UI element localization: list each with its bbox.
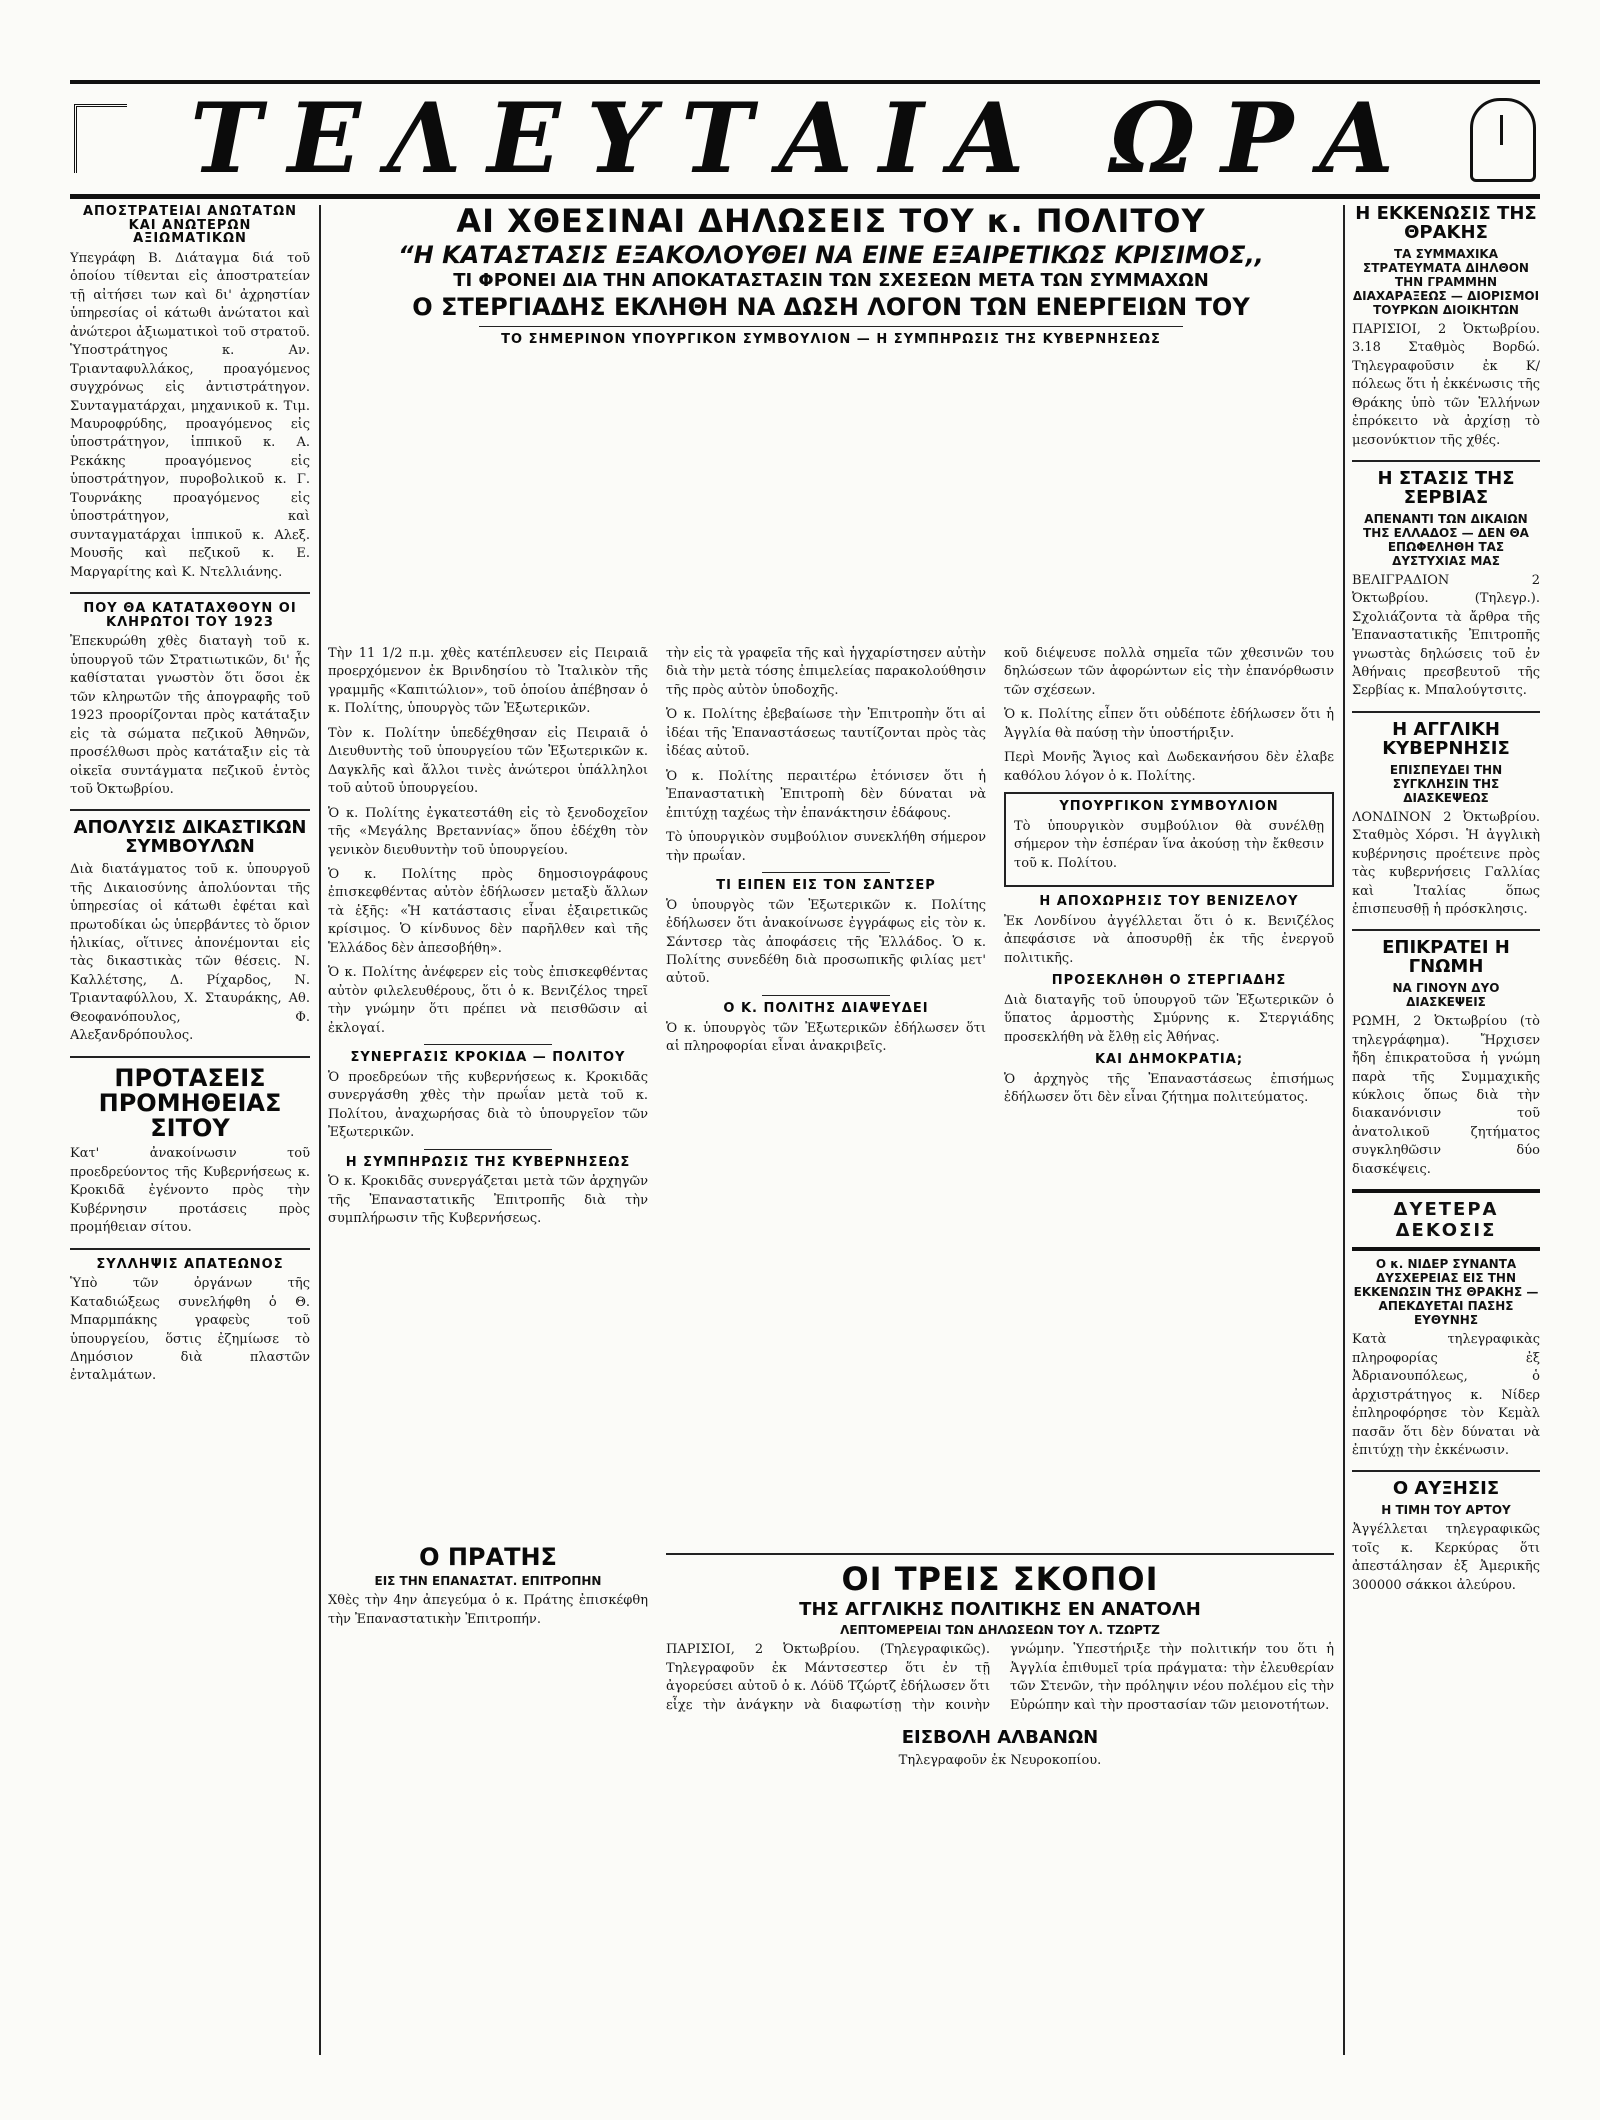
article-title: ΕΠΙΚΡΑΤΕΙ Η ΓΝΩΜΗ [1382, 937, 1510, 978]
article-title: Η ΑΓΓΛΙΚΗ ΚΥΒΕΡΝΗΣΙΣ [1382, 718, 1510, 759]
article-title: ΠΟΥ ΘΑ ΚΑΤΑΤΑΧΘΟΥΝ ΟΙ ΚΛΗΡΩΤΟΙ ΤΟΥ 1923 [83, 601, 297, 630]
clock-ornament-icon [1470, 98, 1536, 182]
right-column [1352, 205, 1540, 2055]
article-text: Κατὰ τηλεγραφικὰς πληροφορίας ἐξ Ἀδριανουπόλεως, ὁ ἀρχιστράτηγος κ. Νίδερ ἐπληροφόρησε τὸν Κεμὰλ πασᾶν ὅτι δὲν δύναται νὰ ἐπιτύχῃ τὴν ἐκκένωσιν. [1352, 1332, 1540, 1458]
divider [70, 1248, 310, 1250]
article-title: ΕΙΣΒΟΛΗ ΑΛΒΑΝΩΝ [901, 1727, 1099, 1749]
paragraph: Τὴν 11 1/2 π.μ. χθὲς κατέπλευσεν εἰς Πειραιᾶ προερχόμενον ἐκ Βρινδησίου τὸ Ἰταλικὸν τῆς γραμμῆς «Καπιτώλιον», τοῦ ὁποίου ἀπέβησαν ὁ κ. Πολίτης, ὑπουργὸς τῶν Ἐξωτερικῶν. [328, 646, 648, 717]
article-text: ΒΕΛΙΓΡΑΔΙΟΝ 2 Ὀκτωβρίου. (Τηλεγρ.). Σχολιάζοντα τὰ ἄρθρα τῆς Ἐπαναστατικῆς Ἐπιτροπῆς γνωστὰς δηλώσεις τοῦ ἐν Ἀθήναις πρεσβευτοῦ τῆς Σερβίας κ. Μπαλούγτσιτς. [1352, 572, 1540, 699]
center-section [328, 205, 1334, 2055]
paragraph: Ὁ κ. Πολίτης ἐγκατεστάθη εἰς τὸ ξενοδοχεῖον τῆς «Μεγάλης Βρεταννίας» ὅπου ἐδέχθη τὸν γενικὸν διευθυντὴν τοῦ ὑπουργείου. [328, 805, 648, 858]
article-title: Η ΕΚΚΕΝΩΣΙΣ ΤΗΣ ΘΡΑΚΗΣ [1355, 205, 1537, 243]
article-text: Ἀγγέλλεται τηλεγραφικῶς τοῖς κ. Κερκύρας ὅτι ἀπεστάλησαν ἐξ Ἀμερικῆς 300000 σάκκοι ἀλεύρου. [1352, 1522, 1540, 1593]
paragraph: Τὸ ὑπουργικὸν συμβούλιον συνεκλήθη σήμερον τὴν πρωΐαν. [666, 830, 986, 864]
section-head: ΠΡΟΣΕΚΛΗΘΗ Ο ΣΤΕΡΓΙΑΔΗΣ [1051, 973, 1287, 989]
article-text: Υπεγράφη Β. Διάταγμα διά τοῦ ὁποίου τίθενται εἰς ἀποστρατείαν τῇ αἰτήσει των καὶ δι' ἀχρηστίαν ὑπηρεσίας οἱ κάτωθι ἀνώτατοι καὶ ἀνώτεροι ἀξιωματικοὶ τοῦ στρατοῦ. Ὑποστράτηγος κ. Αν. Τριανταφυλλάκος, προαγόμενος συγχρόνως εἰς ἀντιστράτηγον. Συνταγματάρχαι, μηχανικοῦ κ. Τιμ. Μαυροφρύδης, προαγόμενος εἰς ὑποστράτηγον, ἱππικοῦ κ. Α. Ρεκάκης προαγόμενος εἰς ὑποστράτηγον, πυροβολικοῦ κ. Γ. Τουρνάκης προαγόμενος εἰς ὑποστράτηγον, καὶ συνταγματάρχαι ἱππικοῦ κ. Αλεξ. Μουσῆς καὶ πεζικοῦ κ. Ε. Μαργαρίτης καὶ Κ. Ντελλιάνης. [70, 250, 310, 580]
article-subtitle: ΑΠΕΝΑΝΤΙ ΤΩΝ ΔΙΚΑΙΩΝ ΤΗΣ ΕΛΛΑΔΟΣ — ΔΕΝ ΘΑ ΕΠΩΦΕΛΗΘΗ ΤΑΣ ΔΥΣΤΥΧΙΑΣ ΜΑΣ [1363, 511, 1529, 568]
article-title: ΣΥΛΛΗΨΙΣ ΑΠΑΤΕΩΝΟΣ [96, 1256, 284, 1272]
article-arrest [70, 1258, 310, 1386]
article-thrace [1352, 205, 1540, 450]
paragraph: Ὁ κ. Κροκιδᾶς συνεργάζεται μετὰ τῶν ἀρχηγῶν τῆς Ἐπαναστατικῆς Ἐπιτροπῆς διὰ τὴν συμπλήρωσιν τῆς Κυβερνήσεως. [328, 1174, 648, 1227]
paragraph: Διὰ διαταγῆς τοῦ ὑπουργοῦ τῶν Ἐξωτερικῶν ὁ ὕπατος ἁρμοστὴς Σμύρνης κ. Στεργιάδης προσεκλήθη νὰ ἔλθῃ εἰς Ἀθήνας. [1004, 992, 1334, 1045]
paragraph: Ἐκ Λονδίνου ἀγγέλλεται ὅτι ὁ κ. Βενιζέλος ἀπεφάσισε νὰ ἀποσυρθῇ ἐκ τῆς ἐνεργοῦ πολιτικῆς. [1004, 913, 1334, 966]
column-rule [1343, 205, 1345, 2055]
divider [1352, 1470, 1540, 1472]
article-subtitle: Ο κ. ΝΙΔΕΡ ΣΥΝΑΝΤΑ ΔΥΣΧΕΡΕΙΑΣ ΕΙΣ ΤΗΝ ΕΚΚΕΝΩΣΙΝ ΤΗΣ ΘΡΑΚΗΣ — ΑΠΕΚΔΥΕΤΑΙ ΠΑΣΗΣ ΕΥΘΥΝΗΣ [1353, 1257, 1539, 1328]
divider [1352, 460, 1540, 462]
article-text: Διὰ διατάγματος τοῦ κ. ὑπουργοῦ τῆς Δικαιοσύνης ἀπολύονται τῆς ὑπηρεσίας οἱ κάτωθι ἐφέται καὶ πρωτοδίκαι ὡς ὑπερβάντες τὸ ὅριον ἡλικίας, οἵτινες ἀπονέμονται εἰς τὰς δικαστικὰς τῶν θέσεις. Ν. Καλλέτσης, Δ. Ρίχαρδος, Ν. Τριανταφύλλου, Χ. Σταυράκης, Αθ. Θεοφανόπουλος, Φ. Αλεξανδρόπουλος. [70, 862, 310, 1044]
article-text: ΡΩΜΗ, 2 Ὀκτωβρίου (τὸ τηλεγράφημα). Ἤρχισεν ἤδη ἐπικρατοῦσα ἡ γνώμη παρὰ τῆς Συμμαχικῆς κύκλοις ὅπως διὰ τὴν διακανόνισιν τοῦ ἀνατολικοῦ ζητήματος συγκληθῶσιν δύο διασκέψεις. [1352, 1014, 1540, 1177]
article-title: ΑΠΟΛΥΣΙΣ ΔΙΚΑΣΤΙΚΩΝ ΣΥΜΒΟΥΛΩΝ [73, 817, 307, 858]
lead-subhead: ΤΟ ΣΗΜΕΡΙΝΟΝ ΥΠΟΥΡΓΙΚΟΝ ΣΥΜΒΟΥΛΙΟΝ — Η ΣΥΜΠΗΡΩΣΙΣ ΤΗΣ ΚΥΒΕΡΝΗΣΕΩΣ [501, 331, 1161, 347]
paragraph: Τὸ ὑπουργικὸν συμβούλιον θὰ συνέλθῃ σήμερον τὴν ἑσπέραν ἵνα ἀκούσῃ τὴν ἔκθεσιν τοῦ κ. Πολίτου. [1014, 818, 1324, 871]
paragraph: Ὁ κ. Πολίτης εἶπεν ὅτι οὐδέποτε ἐδήλωσεν ὅτι ἡ Ἀγγλία θὰ παύσῃ τὴν ὑποστήριξιν. [1004, 707, 1334, 741]
article-serbia [1352, 467, 1540, 701]
section-head: ΣΥΝΕΡΓΑΣΙΣ ΚΡΟΚΙΔΑ — ΠΟΛΙΤΟΥ [350, 1050, 626, 1066]
lead-headline-block [328, 205, 1334, 351]
article-nider [1352, 1257, 1540, 1460]
divider [1352, 711, 1540, 713]
lead-column-3 [1004, 645, 1334, 1114]
article-title: ΟΙ ΤΡΕΙΣ ΣΚΟΠΟΙ [841, 1560, 1159, 1598]
divider [424, 1044, 552, 1045]
article-title: ΑΠΟΣΤΡΑΤΕΙΑΙ ΑΝΩΤΑΤΩΝ ΚΑΙ ΑΝΩΤΕΡΩΝ ΑΞΙΩΜΑΤΙΚΩΝ [82, 205, 298, 247]
section-head: Ο Κ. ΠΟΛΙΤΗΣ ΔΙΑΨΕΥΔΕΙ [723, 1000, 929, 1016]
article-subtitle: ΕΙΣ ΤΗΝ ΕΠΑΝΑΣΤΑΤ. ΕΠΙΤΡΟΠΗΝ [374, 1574, 602, 1589]
lead-subhead: Ο ΣΤΕΡΓΙΑΔΗΣ ΕΚΛΗΘΗ ΝΑ ΔΩΣΗ ΛΟΓΟΝ ΤΩΝ ΕΝΕΡΓΕΙΩΝ ΤΟΥ [412, 292, 1250, 321]
three-aims-article [666, 1545, 1334, 1777]
corner-ornament-icon [74, 104, 127, 173]
divider [1352, 929, 1540, 931]
section-head: Η ΑΠΟΧΩΡΗΣΙΣ ΤΟΥ ΒΕΝΙΖΕΛΟΥ [1039, 894, 1299, 910]
article-text: Κατ' ἀνακοίνωσιν τοῦ προεδρεύοντος τῆς Κυβερνήσεως κ. Κροκιδᾶ ἐγένοντο πρὸς τὴν Κυβέρνησιν προτάσεις πρὸς προμήθειαν σίτου. [70, 1146, 310, 1236]
divider [762, 872, 890, 873]
article-text: ΛΟΝΔΙΝΟΝ 2 Ὀκτωβρίου. Σταθμὸς Χόρσι. Ἡ ἀγγλικὴ κυβέρνησις προέτεινε πρὸς τὰς κυβερνήσεις Γαλλίας καὶ Ἰταλίας ὅπως ἐπισπευσθῇ ἡ πρόσκλησις. [1352, 809, 1540, 917]
divider [424, 1149, 552, 1150]
pratis-article [328, 1545, 648, 1635]
divider [479, 326, 1183, 327]
article-subtitle: Η ΤΙΜΗ ΤΟΥ ΑΡΤΟΥ [1381, 1503, 1511, 1518]
article-text: Τηλεγραφοῦν ἐκ Νευροκοπίου. [898, 1753, 1102, 1769]
column-rule [319, 205, 321, 2055]
paragraph: κοῦ διέψευσε πολλὰ σημεῖα τῶν χθεσινῶν του δηλώσεων τῶν ἀφορώντων εἰς τὴν ἐπανόρθωσιν τῶν σχέσεων. [1004, 646, 1334, 698]
article-title: ΠΡΟΤΑΣΕΙΣ ΠΡΟΜΗΘΕΙΑΣ ΣΙΤΟΥ [98, 1063, 282, 1143]
article-title: Ο ΑΥΞΗΣΙΣ [1392, 1478, 1500, 1500]
article-text: ΠΑΡΙΣΙΟΙ, 2 Ὀκτωβρίου. (Τηλεγραφικῶς). Τηλεγραφοῦν ἐκ Μάντσεστερ ὅτι ἐν τῇ ἀγορεύσει αὐτοῦ ὁ κ. Λόϋδ Τζώρτζ ἐδήλωσεν ὅτι εἶχε τὴν ἀνάγκην νὰ διαφωτίσῃ τὴν κοινὴν γνώμην. Ὑπεστήριξε τὴν πολιτικήν του ὅτι ἡ Ἀγγλία ἐπιθυμεῖ τρία πράγματα: τὴν ἐλευθερίαν τῶν Στενῶν, τὴν πρόληψιν νέου πολέμου εἰς τὴν Εὐρώπην καὶ τὴν προστασίαν τῶν μειονοτήτων. [666, 1642, 1334, 1713]
cabinet-box [1004, 792, 1334, 887]
divider [70, 809, 310, 811]
lead-column-1 [328, 645, 648, 1235]
newspaper-page [70, 80, 1540, 2060]
lead-subhead: ΤΙ ΦΡΟΝΕΙ ΔΙΑ ΤΗΝ ΑΠΟΚΑΤΑΣΤΑΣΙΝ ΤΩΝ ΣΧΕΣΕΩΝ ΜΕΤΑ ΤΩΝ ΣΥΜΜΑΧΩΝ [453, 269, 1209, 291]
masthead-title: ΤΕΛΕΥΤΑΙΑ ΩΡΑ [190, 82, 1420, 195]
left-column [70, 205, 310, 2055]
article-retirements [70, 205, 310, 582]
divider [70, 592, 310, 594]
article-title: ΔΥΕΤΕΡΑ ΔΕΚΟΣΙΣ [1352, 1189, 1540, 1251]
article-title: Ο ΠΡΑΤΗΣ [419, 1543, 557, 1571]
article-british [1352, 718, 1540, 920]
article-text: Χθὲς τὴν 4ην ἀπεγεύμα ὁ κ. Πράτης ἐπισκέφθη τὴν Ἐπαναστατικὴν Ἐπιτροπήν. [328, 1593, 648, 1627]
section-head: ΤΙ ΕΙΠΕΝ ΕΙΣ ΤΟΝ ΣΑΝΤΣΕΡ [716, 877, 936, 893]
paragraph: Ὁ ἀρχηγὸς τῆς Ἐπαναστάσεως ἐπισήμως ἐδήλωσεν ὅτι δὲν εἶναι ζήτημα πολιτεύματος. [1004, 1071, 1334, 1106]
article-subtitle: ΕΠΙΣΠΕΥΔΕΙ ΤΗΝ ΣΥΓΚΛΗΣΙΝ ΤΗΣ ΔΙΑΣΚΕΨΕΩΣ [1389, 762, 1503, 805]
section-head: ΚΑΙ ΔΗΜΟΚΡΑΤΙΑ; [1094, 1052, 1244, 1068]
article-subtitle: ΛΕΠΤΟΜΕΡΕΙΑΙ ΤΩΝ ΔΗΛΩΣΕΩΝ ΤΟΥ Λ. ΤΖΩΡΤΖ [840, 1623, 1160, 1638]
article-wheat [70, 1063, 310, 1238]
article-subtitle: ΤΗΣ ΑΓΓΛΙΚΗΣ ΠΟΛΙΤΙΚΗΣ ΕΝ ΑΝΑΤΟΛΗ [799, 1598, 1201, 1620]
article-subtitle: ΝΑ ΓΙΝΟΥΝ ΔΥΟ ΔΙΑΣΚΕΨΕΙΣ [1392, 981, 1500, 1010]
article-text: ΠΑΡΙΣΙΟΙ, 2 Ὀκτωβρίου. 3.18 Σταθμὸς Βορδώ. Τηλεγραφοῦσιν ἐκ Κ/πόλεως ὅτι ἡ ἐκκένωσις τῆς Θράκης ὑπὸ τῶν Ἑλλήνων ἐπρόκειτο νὰ ἀρχίσῃ τὸ μεσονύκτιον τῆς χθές. [1352, 321, 1540, 448]
article-text: Ὑπὸ τῶν ὀργάνων τῆς Καταδιώξεως συνελήφθη ὁ Θ. Μπαρμπάκης γραφεὺς τοῦ ὑπουργείου, ὅστις ἐζημίωσε τὸ Δημόσιον διὰ πλαστῶν ἐνταλμάτων. [70, 1276, 310, 1384]
article-subtitle: ΤΑ ΣΥΜΜΑΧΙΚΑ ΣΤΡΑΤΕΥΜΑΤΑ ΔΙΗΛΘΟΝ ΤΗΝ ΓΡΑΜΜΗΝ ΔΙΑΧΑΡΑΞΕΩΣ — ΔΙΟΡΙΣΜΟΙ ΤΟΥΡΚΩΝ ΔΙΟΙΚΗΤΩΝ [1352, 246, 1540, 317]
lead-headline: ΑΙ ΧΘΕΣΙΝΑΙ ΔΗΛΩΣΕΙΣ ΤΟΥ κ. ΠΟΛΙΤΟΥ [456, 205, 1206, 240]
divider [666, 1553, 1334, 1555]
paragraph: Ὁ κ. Πολίτης πρὸς δημοσιογράφους ἐπισκεφθέντας αὐτὸν ἐδήλωσεν μεταξὺ ἄλλων τὰ ἑξῆς: «Ἡ κατάστασις εἶναι ἐξαιρετικῶς κρίσιμος. Ὁ κίνδυνος δὲν παρῆλθεν καὶ τῆς Ἑλλάδος δὲν ἀπεσοβήθη». [328, 866, 648, 956]
paragraph: τὴν εἰς τὰ γραφεῖα τῆς καὶ ἡγχαρίστησεν αὐτὴν διὰ τὴν μετὰ τόσης ἐπιμελείας παρακολούθησιν τῆς πρὸς αὐτὸν ὑποδοχῆς. [666, 646, 986, 698]
paragraph: Ὁ προεδρεύων τῆς κυβερνήσεως κ. Κροκιδᾶς συνεργάσθη χθὲς τὴν πρωΐαν μετὰ τοῦ κ. Πολίτου, ἀναχωρήσας διὰ τὸ ὑπουργεῖον τῶν Ἐξωτερικῶν. [328, 1069, 648, 1141]
article-title: Η ΣΤΑΣΙΣ ΤΗΣ ΣΕΡΒΙΑΣ [1377, 467, 1515, 508]
article-opinion [1352, 939, 1540, 1179]
lead-column-2 [666, 645, 986, 1062]
divider [762, 995, 890, 996]
section-head: Η ΣΥΜΠΗΡΩΣΙΣ ΤΗΣ ΚΥΒΕΡΝΗΣΕΩΣ [345, 1154, 631, 1170]
paragraph: Ὁ ὑπουργὸς τῶν Ἐξωτερικῶν κ. Πολίτης ἐδήλωσεν ὅτι ἀνακοίνωσε ἐγγράφως εἰς τὸν κ. Σάντσερ τὰς ἀποφάσεις τῆς Ἑλλάδος. Ὁ κ. Πολίτης συνεδέθη διὰ προσωπικῆς φιλίας μετ' αὐτοῦ. [666, 897, 986, 987]
article-text: Ἐπεκυρώθη χθὲς διαταγὴ τοῦ κ. ὑπουργοῦ τῶν Στρατιωτικῶν, δι' ἧς καθίσταται γνωστὸν ὅτι ὅσοι ἐκ τῶν κληρωτῶν τῆς ἀπογραφῆς τοῦ 1923 προορίζονται πρὸς κατάταξιν εἰς τὰ σώματα πεζικοῦ Ἀθηνῶν, προσέλθωσι πρὸς κατάταξιν εἰς τὰ οἰκεῖα συντάγματα πεζικοῦ ἐντὸς τοῦ Ὀκτωβρίου. [70, 634, 310, 797]
masthead [70, 80, 1540, 199]
paragraph: Τὸν κ. Πολίτην ὑπεδέχθησαν εἰς Πειραιᾶ ὁ Διευθυντὴς τοῦ ὑπουργείου τῶν Ἐξωτερικῶν κ. Δαγκλῆς καὶ ἄλλοι τινὲς ἀνώτεροι ὑπάλληλοι τοῦ αὐτοῦ ὑπουργείου. [328, 725, 648, 797]
section-head: ΥΠΟΥΡΓΙΚΟΝ ΣΥΜΒΟΥΛΙΟΝ [1059, 799, 1279, 815]
divider [70, 1056, 310, 1058]
paragraph: Ὁ κ. Πολίτης ἀνέφερεν εἰς τοὺς ἐπισκεφθέντας αὐτὸν φιλελευθέρους, ὅτι ὁ κ. Βενιζέλος τηρεῖ τὴν γνώμην ὅτι πρέπει νὰ πεισθῶσιν αἱ ἐκλογαί. [328, 965, 648, 1036]
paragraph: Ὁ κ. Πολίτης περαιτέρω ἐτόνισεν ὅτι ἡ Ἐπαναστατικὴ Ἐπιτροπὴ δὲν δύναται νὰ ἐπιτύχῃ ταχέως τὴν ἐπανάκτησιν ἐδάφους. [666, 768, 986, 821]
article-conscripts [70, 602, 310, 799]
paragraph: Ὁ κ. Πολίτης ἐβεβαίωσε τὴν Ἐπιτροπὴν ὅτι αἱ ἰδέαι τῆς Ἐπαναστάσεως ταυτίζονται πρὸς τὰς ἰδέας αὐτοῦ. [666, 707, 986, 760]
paragraph: Περὶ Μονῆς Ἄγιος καὶ Δωδεκανήσου δὲν ἐλαβε καθόλου λόγον ὁ κ. Πολίτης. [1004, 750, 1334, 784]
paragraph: Ὁ κ. ὑπουργὸς τῶν Ἐξωτερικῶν ἐδήλωσεν ὅτι αἱ πληροφορίαι εἶναι ἀνακριβεῖς. [666, 1020, 986, 1054]
lead-subhead-quote: “Η ΚΑΤΑΣΤΑΣΙΣ ΕΞΑΚΟΛΟΥΘΕΙ ΝΑ ΕΙΝΕ ΕΞΑΙΡΕΤΙΚΩΣ ΚΡΙΣΙΜΟΣ,, [398, 240, 1264, 269]
article-bread [1352, 1480, 1540, 1595]
article-judges [70, 819, 310, 1045]
